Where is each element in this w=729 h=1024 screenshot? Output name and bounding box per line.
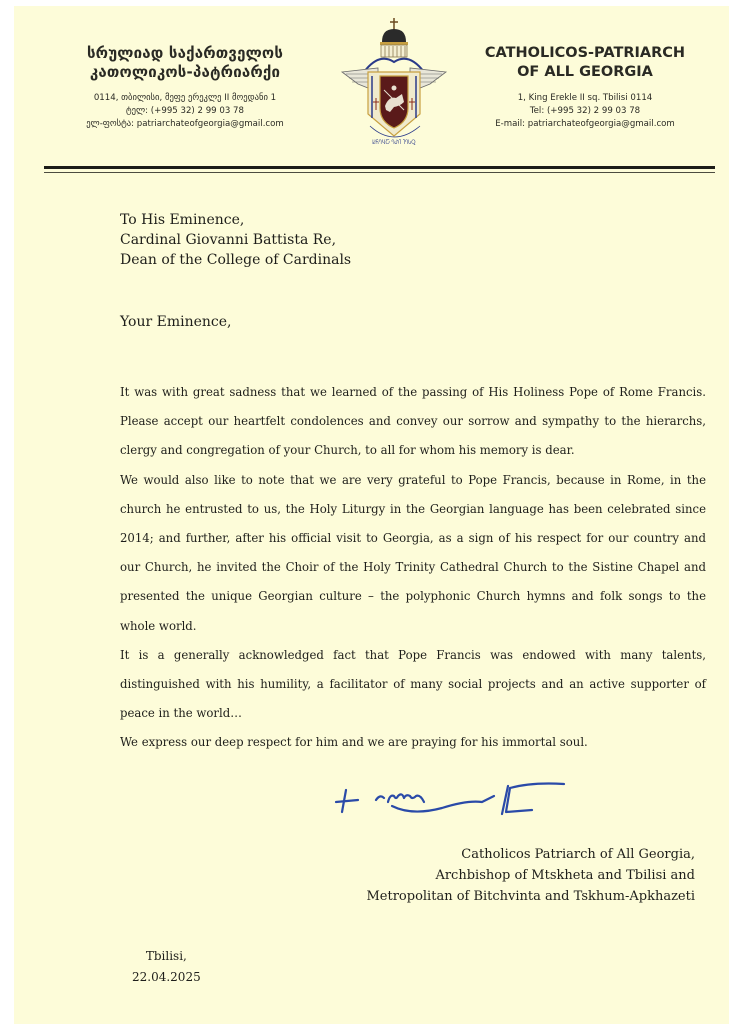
- georgian-phone: ტელ: (+995 32) 2 99 03 78: [126, 106, 244, 116]
- signatory-line: Archbishop of Mtskheta and Tbilisi and: [435, 868, 695, 883]
- patriarchal-coat-of-arms-icon: [334, 14, 454, 154]
- addressee-block: [120, 210, 351, 270]
- georgian-title-line2: კათოლიკოს-პატრიარქი: [89, 63, 281, 81]
- body-paragraph: We express our deep respect for him and we are praying for his immortal soul.: [120, 735, 588, 750]
- place-date-block: [132, 946, 201, 988]
- english-email: E-mail: patriarchateofgeorgia@gmail.com: [495, 119, 675, 129]
- georgian-email: ელ-ფოსტა: patriarchateofgeorgia@gmail.com: [86, 119, 284, 129]
- signatory-line: Catholicos Patriarch of All Georgia,: [461, 847, 695, 862]
- body-paragraph: It is a generally acknowledged fact that Pope Francis was endowed with many talents, distinguished with his humility, a facilitator of many social projects and an active supporter of peace in the world…: [120, 647, 706, 721]
- english-phone: Tel: (+995 32) 2 99 03 78: [529, 106, 641, 116]
- letter-body: [120, 378, 706, 758]
- place: Tbilisi,: [145, 949, 187, 963]
- letterhead-divider-thin: [44, 172, 715, 173]
- english-title-line1: CATHOLICOS-PATRIARCH: [484, 45, 686, 61]
- english-address: 1, King Erekle II sq. Tbilisi 0114: [517, 93, 653, 103]
- addressee-line: Dean of the College of Cardinals: [120, 252, 352, 268]
- body-paragraph: It was with great sadness that we learned of the passing of His Holiness Pope of Rome Francis. Please accept our heartfelt condolences and convey our sorrow and sympathy to the hierarchs, clergy and congregation of your Church, to all for whom his memory is dear.: [120, 385, 706, 458]
- addressee-line: To His Eminence,: [120, 212, 245, 228]
- salutation: Your Eminence,: [120, 314, 232, 330]
- svg-text:ႾႬႤႡႠ ႤႰႨ ႨႤႱႭ: ႾႬႤႡႠ ႤႰႨ ႨႤႱႭ: [372, 140, 416, 146]
- signatory-block: [366, 844, 695, 907]
- letterhead-divider-thick: [44, 166, 715, 169]
- signatory-line: Metropolitan of Bitchvinta and Tskhum-Apkhazeti: [366, 889, 695, 904]
- letter-page: [14, 6, 729, 1024]
- body-paragraph: We would also like to note that we are very grateful to Pope Francis, because in Rome, in the church he entrusted to us, the Holy Liturgy in the Georgian language has been celebrated since 2014; and further, after his official visit to Georgia, as a sign of his respect for our country and our Church, he invited the Choir of the Holy Trinity Cathedral Church to the Sistine Chapel and presented the unique Georgian culture – the polyphonic Church hymns and folk songs to the whole world.: [120, 472, 706, 633]
- letterhead-english: [460, 44, 710, 131]
- date: 22.04.2025: [132, 970, 201, 984]
- georgian-address: 0114, თბილისი, მეფე ერეკლე II მოედანი 1: [93, 93, 277, 103]
- georgian-title-line1: სრულიად საქართველოს: [86, 44, 284, 62]
- english-title-line2: OF ALL GEORGIA: [517, 64, 653, 80]
- letterhead-georgian: [50, 44, 320, 131]
- addressee-line: Cardinal Giovanni Battista Re,: [120, 232, 337, 248]
- handwritten-signature-icon: [332, 776, 592, 826]
